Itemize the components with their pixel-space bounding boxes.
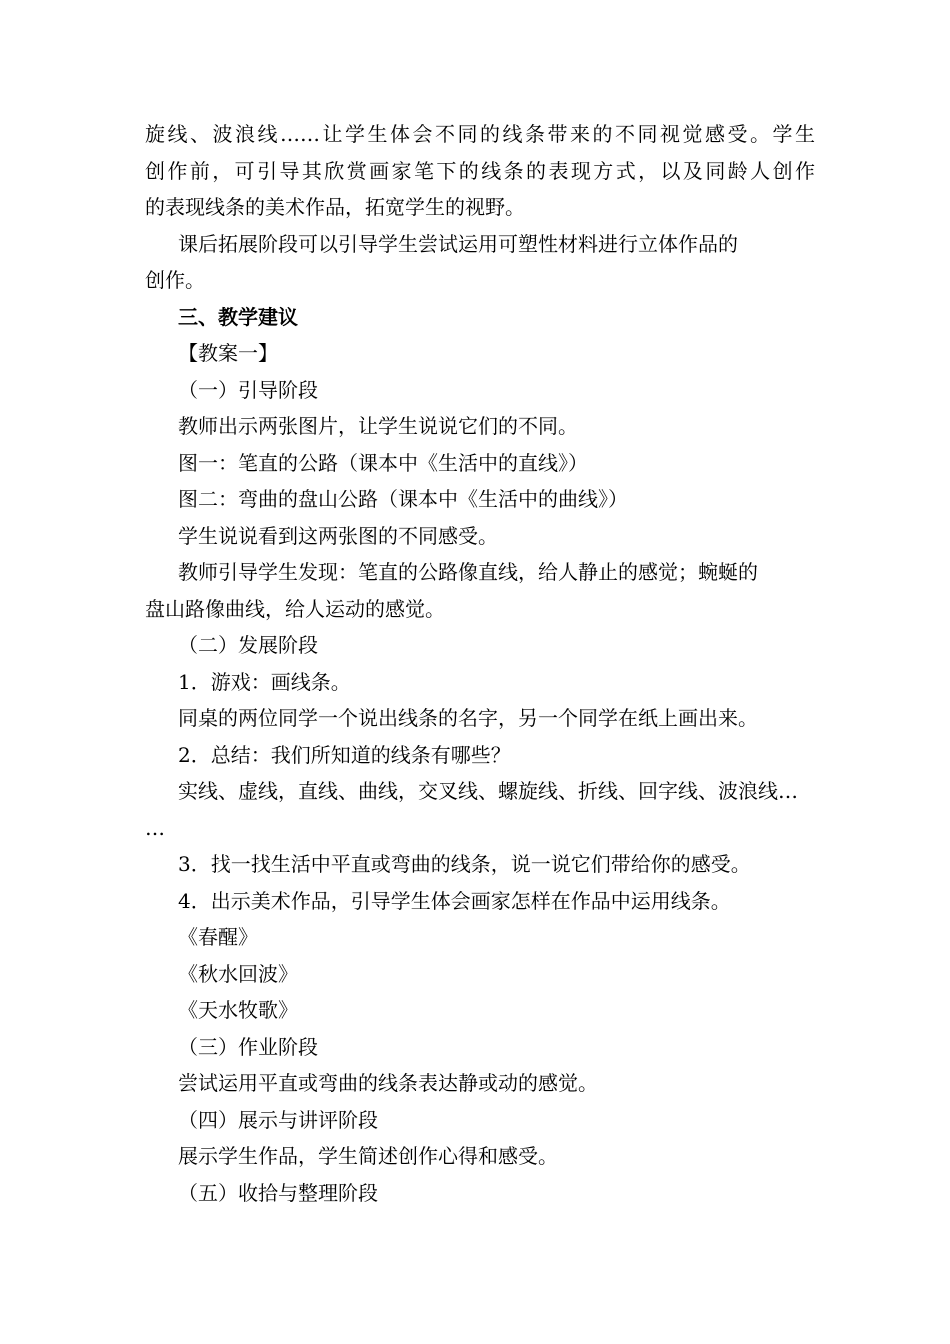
- list-item: 4．出示美术作品，引导学生体会画家怎样在作品中运用线条。: [178, 888, 731, 913]
- paragraph-line: …: [145, 815, 165, 840]
- paragraph-line: 尝试运用平直或弯曲的线条表达静或动的感觉。: [178, 1071, 598, 1095]
- list-item: 2．总结：我们所知道的线条有哪些？: [178, 742, 511, 767]
- paragraph-line: 教师引导学生发现：笔直的公路像直线，给人静止的感觉；蜿蜒的: [178, 560, 758, 584]
- paragraph-line: 图二：弯曲的盘山公路（课本中《生活中的曲线》）: [178, 487, 628, 511]
- artwork-title: 《春醒》: [178, 925, 258, 949]
- stage-heading: （四）展示与讲评阶段: [178, 1107, 378, 1132]
- paragraph-line: 学生说说看到这两张图的不同感受。: [178, 523, 498, 548]
- section-heading: 三、教学建议: [178, 304, 298, 329]
- document-body: [145, 116, 815, 1211]
- stage-heading: （五）收拾与整理阶段: [178, 1180, 378, 1205]
- stage-heading: （一）引导阶段: [178, 377, 318, 402]
- paragraph-line: 教师出示两张图片，让学生说说它们的不同。: [178, 414, 578, 438]
- paragraph-line: 展示学生作品，学生简述创作心得和感受。: [178, 1144, 558, 1168]
- stage-heading: （三）作业阶段: [178, 1034, 318, 1059]
- lesson-plan-heading: 【教案一】: [178, 341, 278, 365]
- list-item: 3．找一找生活中平直或弯曲的线条，说一说它们带给你的感受。: [178, 852, 751, 876]
- stage-heading: （二）发展阶段: [178, 633, 318, 657]
- paragraph-line: 课后拓展阶段可以引导学生尝试运用可塑性材料进行立体作品的: [178, 231, 738, 256]
- paragraph-line: 盘山路像曲线，给人运动的感觉。: [145, 596, 445, 621]
- paragraph-line: 旋线、波浪线……让学生体会不同的线条带来的不同视觉感受。学生: [145, 122, 815, 146]
- paragraph-line: 的表现线条的美术作品，拓宽学生的视野。: [145, 195, 525, 219]
- paragraph-line: 创作前，可引导其欣赏画家笔下的线条的表现方式，以及同龄人创作: [145, 158, 815, 183]
- artwork-title: 《天水牧歌》: [178, 998, 298, 1022]
- paragraph-line: 同桌的两位同学一个说出线条的名字，另一个同学在纸上画出来。: [178, 706, 758, 730]
- paragraph-line: 创作。: [145, 268, 205, 292]
- list-item: 1．游戏：画线条。: [178, 669, 351, 694]
- paragraph-line: 实线、虚线，直线、曲线，交叉线、螺旋线、折线、回字线、波浪线…: [178, 779, 798, 803]
- paragraph-line: 图一：笔直的公路（课本中《生活中的直线》）: [178, 450, 588, 475]
- artwork-title: 《秋水回波》: [178, 961, 298, 986]
